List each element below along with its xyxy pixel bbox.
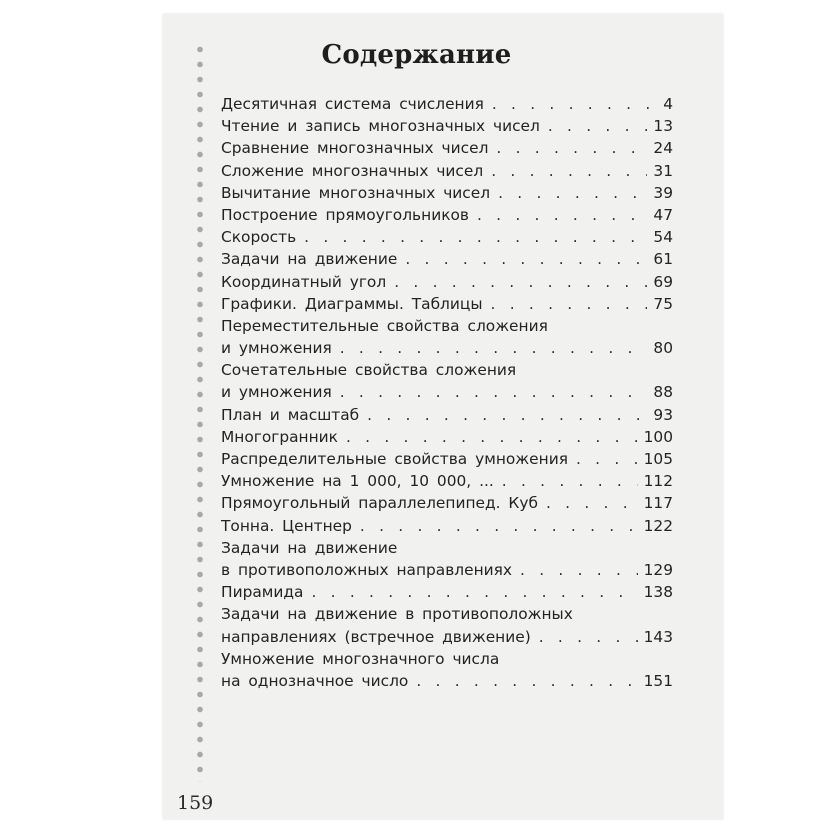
dot-leader (367, 404, 647, 426)
toc-entry-page: 31 (653, 161, 673, 180)
toc-entry-line (221, 137, 673, 159)
toc-entry-title: в противоположных направлениях (221, 560, 513, 579)
dotted-margin-decoration (195, 42, 205, 782)
dot-leader (416, 670, 637, 692)
toc-entry-page: 129 (643, 560, 673, 579)
table-of-contents (221, 93, 673, 692)
dot-leader (520, 559, 638, 581)
toc-entry-title: и умножения (221, 339, 332, 358)
toc-entry-title: Прямоугольный параллелепипед. Куб (221, 494, 538, 513)
toc-entry-line (221, 603, 673, 625)
dot-leader (576, 448, 638, 470)
toc-entry-title: Сложение многозначных чисел (221, 161, 484, 180)
toc-entry-title: Умножение на 1 000, 10 000, ... (221, 472, 494, 491)
toc-entry-line (221, 271, 673, 293)
dot-leader (498, 182, 647, 204)
toc-entry-page: 4 (663, 95, 673, 113)
toc-entry-line (221, 581, 673, 603)
dot-leader (491, 160, 647, 182)
toc-entry-title: Умножение многозначного числа (221, 649, 500, 668)
toc-entry-title: Десятичная система счисления (221, 95, 484, 113)
toc-entry-page: 13 (653, 117, 673, 136)
toc-entry-page: 138 (643, 583, 673, 602)
dot-leader (491, 293, 648, 315)
dot-leader (548, 115, 648, 137)
page-number: 159 (177, 792, 214, 814)
toc-entry-line (221, 337, 673, 359)
toc-entry-title: План и масштаб (221, 405, 360, 424)
toc-entry-page: 61 (653, 250, 673, 269)
toc-entry (221, 648, 673, 692)
toc-entry (221, 404, 673, 426)
toc-entry-line (221, 492, 673, 514)
toc-entry (221, 93, 673, 115)
toc-entry (221, 492, 673, 514)
toc-entry-title: Скорость (221, 228, 297, 247)
toc-entry-line (221, 670, 673, 692)
toc-entry-line (221, 381, 673, 403)
toc-entry (221, 137, 673, 159)
dot-leader (394, 271, 647, 293)
toc-entry (221, 470, 673, 492)
dot-leader (492, 93, 653, 115)
toc-entry (221, 315, 673, 359)
toc-entry-title: и умножения (221, 383, 332, 402)
toc-entry-title: Задачи на движение (221, 250, 398, 269)
toc-entry (221, 537, 673, 581)
toc-entry-title: Распределительные свойства умножения (221, 450, 568, 468)
toc-entry-line (221, 182, 673, 204)
toc-entry-line (221, 115, 673, 137)
toc-entry-title: Задачи на движение (221, 538, 398, 557)
toc-entry-page: 93 (653, 405, 673, 424)
toc-entry-line (221, 226, 673, 248)
dot-leader (477, 204, 647, 226)
toc-entry-page: 75 (653, 294, 673, 313)
toc-entry (221, 182, 673, 204)
toc-entry-line (221, 626, 673, 648)
dot-leader (539, 626, 638, 648)
toc-entry (221, 359, 673, 403)
toc-entry-title: Сравнение многозначных чисел (221, 139, 489, 158)
toc-entry-line (221, 404, 673, 426)
toc-entry-line (221, 515, 673, 537)
toc-entry-title: Построение прямоугольников (221, 205, 469, 224)
toc-entry-line (221, 93, 673, 115)
toc-entry-title: направлениях (встречное движение) (221, 627, 531, 646)
toc-entry (221, 204, 673, 226)
toc-entry-page: 122 (643, 516, 673, 535)
dot-leader (346, 426, 638, 448)
toc-entry-page: 151 (643, 671, 673, 690)
dot-leader (405, 248, 647, 270)
toc-entry-line (221, 559, 673, 581)
toc-entry-line (221, 204, 673, 226)
dot-leader (496, 137, 647, 159)
toc-entry-page: 105 (643, 450, 673, 468)
dot-leader (502, 470, 638, 492)
toc-entry (221, 248, 673, 270)
page-title: Содержание (321, 40, 512, 70)
toc-entry (221, 515, 673, 537)
toc-entry-title: Пирамида (221, 583, 304, 602)
toc-entry (221, 293, 673, 315)
toc-entry (221, 426, 673, 448)
toc-entry-line (221, 359, 673, 381)
dot-leader (360, 515, 638, 537)
toc-entry-page: 112 (643, 472, 673, 491)
toc-entry-page: 24 (653, 139, 673, 158)
dot-leader (546, 492, 638, 514)
toc-entry-line (221, 470, 673, 492)
dot-leader (340, 337, 648, 359)
toc-entry-title: Переместительные свойства сложения (221, 316, 548, 335)
toc-entry-title: Вычитание многозначных чисел (221, 183, 491, 202)
dot-leader (311, 581, 637, 603)
toc-entry (221, 226, 673, 248)
toc-entry (221, 115, 673, 137)
toc-entry-page: 117 (643, 494, 673, 513)
toc-entry (221, 581, 673, 603)
toc-entry-line (221, 426, 673, 448)
toc-entry (221, 160, 673, 182)
toc-entry-page: 39 (653, 183, 673, 202)
toc-entry (221, 603, 673, 647)
toc-entry-page: 143 (643, 627, 673, 646)
toc-entry-title: Многогранник (221, 427, 338, 446)
toc-entry-page: 100 (643, 427, 673, 446)
toc-entry-title: Тонна. Центнер (221, 516, 352, 535)
toc-entry-line (221, 315, 673, 337)
dot-leader (304, 226, 647, 248)
toc-entry-line (221, 448, 673, 470)
toc-entry (221, 271, 673, 293)
toc-entry-line (221, 248, 673, 270)
dot-leader (340, 381, 648, 403)
toc-entry (221, 448, 673, 470)
toc-entry-line (221, 293, 673, 315)
toc-entry-title: Задачи на движение в противоположных (221, 605, 573, 624)
toc-entry-page: 88 (653, 383, 673, 402)
toc-entry-title: Графики. Диаграммы. Таблицы (221, 294, 483, 313)
toc-entry-page: 69 (653, 272, 673, 291)
toc-entry-title: на однозначное число (221, 671, 409, 690)
toc-entry-line (221, 160, 673, 182)
toc-entry-page: 80 (653, 339, 673, 358)
toc-entry-line (221, 537, 673, 559)
toc-entry-page: 54 (653, 228, 673, 247)
toc-entry-page: 47 (653, 205, 673, 224)
toc-entry-title: Чтение и запись многозначных чисел (221, 117, 540, 136)
toc-entry-line (221, 648, 673, 670)
toc-entry-title: Координатный угол (221, 272, 387, 291)
toc-entry-title: Сочетательные свойства сложения (221, 361, 517, 380)
